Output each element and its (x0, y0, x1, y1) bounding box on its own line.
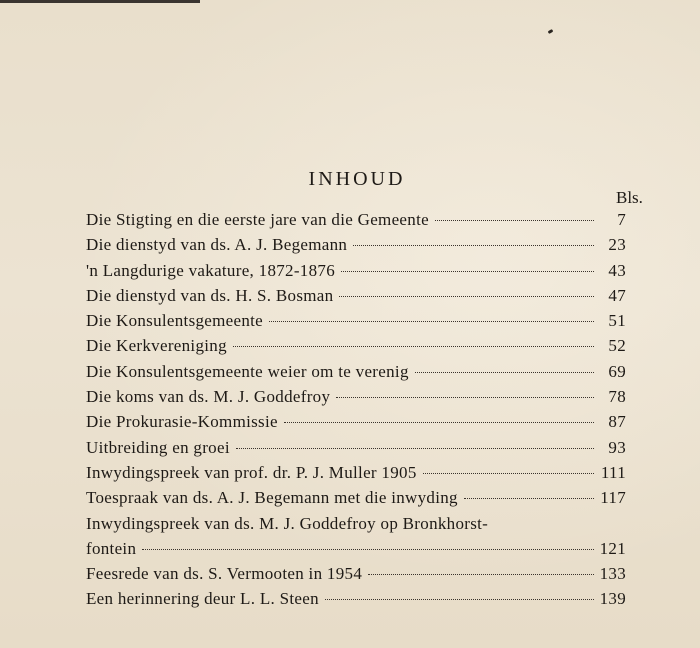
toc-entry-title: Die Prokurasie-Kommissie (86, 412, 278, 432)
toc-entry (86, 384, 626, 409)
toc-entry-page: 69 (608, 361, 626, 381)
dot-leader (336, 396, 594, 398)
toc-entry-page: 121 (599, 538, 626, 558)
toc-entry (86, 283, 626, 308)
toc-entry-page: 23 (608, 235, 626, 255)
toc-entry (86, 333, 626, 358)
toc-entry-page: 139 (599, 589, 626, 609)
table-of-contents (86, 207, 626, 612)
toc-entry-title: Een herinnering deur L. L. Steen (86, 589, 319, 609)
toc-entry-title: Die Konsulentsgemeente weier om te verenig (86, 361, 409, 381)
toc-entry-title: Die dienstyd van ds. H. S. Bosman (86, 285, 334, 305)
toc-entry-page: 78 (608, 387, 626, 407)
dot-leader (415, 371, 594, 373)
toc-entry-page: 111 (600, 462, 626, 482)
dot-leader (269, 320, 594, 322)
toc-entry (86, 359, 626, 384)
toc-entry-title: Die Konsulentsgemeente (86, 311, 264, 331)
toc-entry-title: 'n Langdurige vakature, 1872-1876 (86, 260, 336, 280)
toc-entry-page: 7 (617, 210, 626, 229)
toc-entry-page: 43 (608, 260, 626, 280)
dot-leader (233, 345, 594, 347)
toc-entry-page: 51 (608, 311, 626, 331)
toc-entry-title-continued: fontein (86, 538, 137, 558)
toc-entry (86, 207, 626, 232)
toc-entry (86, 511, 626, 562)
toc-entry-title: Inwydingspreek van ds. M. J. Goddefroy op Bronkhorst- (86, 513, 489, 533)
toc-entry (86, 258, 626, 283)
toc-entry (86, 460, 626, 485)
toc-entry (86, 435, 626, 460)
dot-leader (284, 421, 594, 423)
dot-leader (236, 447, 594, 449)
toc-entry-page: 117 (600, 488, 626, 508)
toc-entry-title: Die dienstyd van ds. A. J. Begemann (86, 235, 348, 255)
toc-entry (86, 586, 626, 611)
page-title: INHOUD (308, 168, 406, 190)
toc-entry (86, 485, 626, 510)
dot-leader (423, 472, 594, 474)
page-edge-shadow (0, 0, 200, 3)
toc-entry-title: Uitbreiding en groei (86, 437, 230, 457)
toc-entry-page: 47 (608, 285, 626, 305)
dot-leader (435, 219, 594, 221)
ink-speck (548, 29, 554, 34)
toc-entry-title: Feesrede van ds. S. Vermooten in 1954 (86, 564, 363, 584)
toc-entry-continuation (86, 536, 626, 561)
toc-entry-page: 133 (599, 564, 626, 584)
dot-leader (341, 270, 594, 272)
dot-leader (142, 548, 593, 550)
toc-entry-title: Die koms van ds. M. J. Goddefroy (86, 387, 331, 407)
dot-leader (464, 497, 594, 499)
dot-leader (339, 295, 594, 297)
toc-entry-title: Inwydingspreek van prof. dr. P. J. Muller 1905 (86, 462, 417, 482)
toc-entry-title: Die Kerkvereniging (86, 336, 227, 356)
toc-entry-page: 93 (608, 437, 626, 457)
toc-entry-page: 87 (608, 412, 626, 432)
toc-entry (86, 308, 626, 333)
toc-entry-page: 52 (608, 336, 626, 356)
dot-leader (325, 598, 594, 600)
toc-entry-title: Die Stigting en die eerste jare van die Gemeente (86, 210, 429, 229)
toc-entry-title: Toespraak van ds. A. J. Begemann met die inwyding (86, 488, 458, 508)
dot-leader (368, 573, 593, 575)
page-column-header: Bls. (616, 188, 643, 207)
toc-entry (86, 232, 626, 257)
toc-entry (86, 561, 626, 586)
dot-leader (353, 244, 594, 246)
toc-entry (86, 409, 626, 434)
